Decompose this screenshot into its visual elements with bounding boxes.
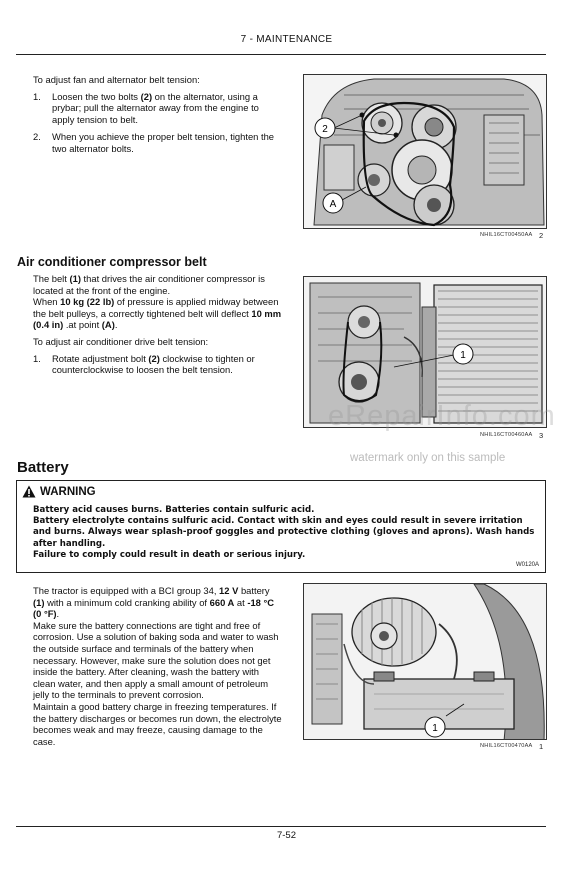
warning-code: W0120A (515, 562, 539, 568)
battery-instructions (33, 585, 283, 747)
page-header-title: 7 - MAINTENANCE (240, 34, 333, 45)
ac-belt-paragraph-2: When 10 kg (22 lb) of pressure is applied midway between the belt pulleys, a correctly tightened belt will deflect 10 mm (0.4 in) .at point (A). (33, 296, 282, 331)
figure-alternator-belt (303, 74, 547, 229)
callout-circle-1 (452, 343, 474, 365)
fan-belt-steps (33, 91, 283, 155)
figure-3-number: 3 (539, 431, 544, 440)
header-rule (16, 54, 546, 55)
fan-step-2 (33, 131, 283, 154)
ac-belt-intro: To adjust air conditioner drive belt tension: (33, 335, 209, 347)
page-number: 7-52 (276, 830, 296, 841)
step-text: clockwise to tighten or counterclockwise to loosen the belt tension. (52, 352, 255, 376)
warning-triangle-icon (22, 485, 36, 498)
figure-2-number: 2 (539, 231, 544, 240)
callout-ref: (2) (148, 352, 160, 364)
step-text: Loosen the two bolts (52, 90, 141, 102)
callout-circle-2 (314, 117, 336, 139)
warning-line-3: Failure to comply could result in death or serious injury. (33, 549, 306, 560)
fan-belt-instructions (33, 74, 283, 161)
ac-belt-instructions (33, 273, 284, 382)
ac-belt-section-title: Air conditioner compressor belt (17, 255, 207, 269)
warning-label: WARNING (40, 485, 96, 498)
callout-circle-1 (424, 716, 446, 738)
step-text: on the alternator, using a prybar; pull the alternator away from the engine to apply tension to belt. (52, 90, 259, 125)
figure-1-caption: NHIL16CT00470AA (480, 743, 533, 749)
warning-header (22, 485, 96, 498)
callout-circle-A (322, 192, 344, 214)
figure-1-number: 1 (539, 742, 544, 751)
svg-text:2: 2 (322, 124, 328, 135)
warning-text (33, 505, 538, 561)
fan-step-1 (33, 91, 283, 126)
footer-rule (16, 826, 546, 827)
fan-belt-intro: To adjust fan and alternator belt tension: (33, 74, 200, 85)
battery-warning-box (16, 480, 546, 573)
battery-section-title: Battery (17, 459, 69, 476)
battery-paragraph-1: The tractor is equipped with a BCI group 34, 12 V battery (1) with a minimum cold cranking ability of 660 A at -18 °C (0 °F). (33, 585, 275, 620)
step-number: 1. (33, 352, 41, 364)
ac-belt-steps (33, 353, 284, 376)
step-number: 2. (33, 131, 41, 143)
ac-step-1 (33, 353, 284, 376)
warning-line-2: Battery electrolyte contains sulfuric acid. Contact with skin and eyes could result in severe irritation and burns. Always wear splash-proof goggles and protective clothing (gloves and aprons). Wash hands after handling. (33, 516, 535, 549)
step-number: 1. (33, 90, 41, 102)
warning-line-1: Battery acid causes burns. Batteries contain sulfuric acid. (33, 505, 315, 515)
figure-2-caption: NHIL16CT00450AA (480, 232, 533, 238)
watermark-logo-text: eRepairInfo.com (328, 400, 556, 432)
figure-battery (303, 583, 547, 740)
ac-belt-paragraph-1: The belt (1) that drives the air conditioner compressor is located at the front of the engine. (33, 273, 265, 296)
figure-3-caption: NHIL16CT00460AA (480, 432, 533, 438)
watermark-notice: watermark only on this sample (350, 452, 506, 464)
svg-text:1: 1 (460, 350, 466, 361)
battery-paragraph-2: Make sure the battery connections are tight and free of corrosion. Use a solution of baking soda and water to wash the outside surface and terminals of the battery when necessary. However, make sure the solution does not get inside the battery. After cleaning, wash the battery with clean water, and then apply a small amount of petroleum jelly to the terminals to prevent corrosion. (33, 619, 279, 701)
svg-text:1: 1 (432, 723, 438, 734)
callout-ref: (2) (140, 90, 153, 102)
svg-text:A: A (329, 199, 337, 210)
step-text: When you achieve the proper belt tension, tighten the two alternator bolts. (52, 131, 275, 154)
battery-paragraph-3: Maintain a good battery charge in freezing temperatures. If the battery discharges or becomes run down, the electrolyte becomes weak and may freeze, causing damage to the case. (33, 700, 282, 747)
step-text: Rotate adjustment bolt (52, 352, 149, 364)
